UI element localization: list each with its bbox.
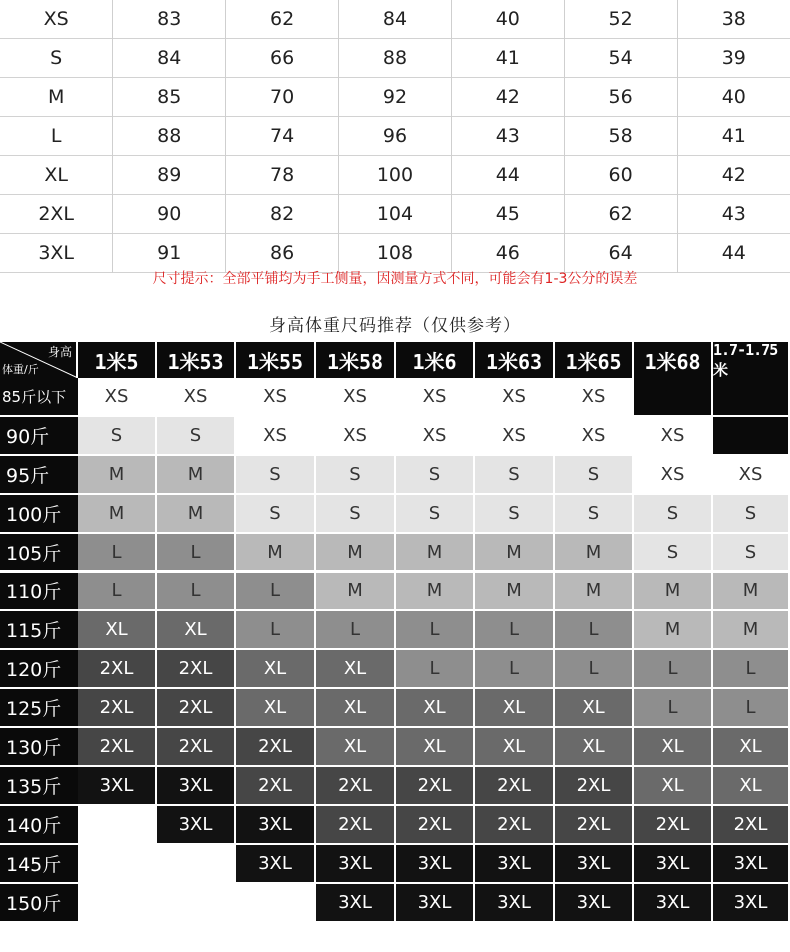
size-cell: S bbox=[78, 417, 157, 456]
size-cell: 2XL bbox=[78, 650, 157, 689]
size-table-row bbox=[0, 156, 790, 195]
size-cell: M bbox=[475, 573, 555, 612]
size-cell: 3XL bbox=[316, 845, 396, 884]
size-cell: L bbox=[236, 611, 316, 650]
size-cell: L bbox=[316, 611, 396, 650]
size-cell: 3XL bbox=[713, 884, 790, 923]
size-cell: L bbox=[157, 573, 236, 612]
size-cell bbox=[713, 417, 790, 456]
size-value-cell: 86 bbox=[226, 234, 339, 273]
size-cell: XL bbox=[157, 611, 236, 650]
size-cell: S bbox=[713, 495, 790, 534]
size-cell: 3XL bbox=[475, 884, 555, 923]
size-cell: XL bbox=[713, 728, 790, 767]
size-cell: XL bbox=[316, 728, 396, 767]
size-cell: 3XL bbox=[713, 845, 790, 884]
size-cell: 3XL bbox=[157, 767, 236, 806]
height-header-8: 1.7-1.75米 bbox=[713, 342, 790, 378]
size-cell: M bbox=[316, 534, 396, 573]
size-cell: L bbox=[236, 573, 316, 612]
size-cell: L bbox=[475, 611, 555, 650]
weight-label-9: 130斤 bbox=[0, 728, 78, 767]
size-cell: S bbox=[236, 456, 316, 495]
weight-label-11: 140斤 bbox=[0, 806, 78, 845]
size-cell: XS bbox=[713, 456, 790, 495]
size-cell: XS bbox=[396, 417, 475, 456]
size-value-cell: 56 bbox=[564, 78, 677, 117]
size-cell: M bbox=[634, 573, 713, 612]
size-recommendation-grid bbox=[0, 342, 790, 932]
size-cell: L bbox=[475, 650, 555, 689]
size-value-cell: 38 bbox=[677, 0, 790, 39]
size-cell: XL bbox=[555, 728, 634, 767]
size-table-row bbox=[0, 195, 790, 234]
size-cell: 2XL bbox=[475, 767, 555, 806]
size-cell bbox=[78, 845, 157, 884]
corner-height-label: 身高 bbox=[47, 345, 72, 359]
size-label-cell: XL bbox=[44, 164, 68, 186]
size-cell: M bbox=[713, 611, 790, 650]
size-value-cell: 44 bbox=[677, 234, 790, 273]
size-cell: 2XL bbox=[396, 767, 475, 806]
size-cell: S bbox=[555, 456, 634, 495]
size-cell: XS bbox=[555, 417, 634, 456]
weight-label-0: 85斤以下 bbox=[0, 378, 78, 417]
size-label-cell: L bbox=[50, 125, 62, 147]
size-cell: S bbox=[634, 495, 713, 534]
size-cell: 3XL bbox=[634, 884, 713, 923]
size-cell: 3XL bbox=[555, 845, 634, 884]
size-value-cell: 90 bbox=[113, 195, 226, 234]
size-cell: M bbox=[78, 495, 157, 534]
weight-label-6: 115斤 bbox=[0, 611, 78, 650]
size-cell: XS bbox=[236, 417, 316, 456]
corner-weight-label: 体重/斤 bbox=[2, 363, 39, 376]
weight-label-2: 95斤 bbox=[0, 456, 78, 495]
size-label-cell: S bbox=[50, 47, 63, 69]
size-value-cell: 40 bbox=[451, 0, 564, 39]
size-cell: 3XL bbox=[475, 845, 555, 884]
weight-label-8: 125斤 bbox=[0, 689, 78, 728]
size-value-cell: 100 bbox=[339, 156, 452, 195]
height-header-3: 1米58 bbox=[316, 342, 396, 378]
size-cell: XS bbox=[157, 378, 236, 417]
size-cell: 2XL bbox=[78, 689, 157, 728]
size-cell bbox=[78, 884, 157, 923]
size-cell: M bbox=[157, 456, 236, 495]
size-cell: XL bbox=[475, 728, 555, 767]
size-cell: XL bbox=[396, 728, 475, 767]
height-header-0: 1米5 bbox=[78, 342, 157, 378]
size-cell: L bbox=[555, 650, 634, 689]
size-cell: S bbox=[634, 534, 713, 573]
size-cell bbox=[713, 378, 790, 417]
size-label-cell: M bbox=[47, 86, 65, 108]
size-cell: 2XL bbox=[634, 806, 713, 845]
height-header-4: 1米6 bbox=[396, 342, 475, 378]
size-cell: S bbox=[157, 417, 236, 456]
size-value-cell: 40 bbox=[677, 78, 790, 117]
size-cell: 2XL bbox=[555, 806, 634, 845]
size-cell: 3XL bbox=[396, 845, 475, 884]
size-value-cell: 62 bbox=[226, 0, 339, 39]
size-value-cell: 104 bbox=[339, 195, 452, 234]
size-cell: 2XL bbox=[475, 806, 555, 845]
size-cell: M bbox=[236, 534, 316, 573]
size-value-cell: 60 bbox=[564, 156, 677, 195]
size-cell: 2XL bbox=[78, 728, 157, 767]
size-table-row bbox=[0, 234, 790, 273]
size-cell: XS bbox=[475, 378, 555, 417]
size-cell: M bbox=[475, 534, 555, 573]
size-cell: M bbox=[157, 495, 236, 534]
size-cell: S bbox=[316, 456, 396, 495]
size-value-cell: 74 bbox=[226, 117, 339, 156]
size-value-cell: 88 bbox=[113, 117, 226, 156]
size-value-cell: 58 bbox=[564, 117, 677, 156]
size-cell: M bbox=[555, 534, 634, 573]
size-cell: XL bbox=[236, 650, 316, 689]
size-value-cell: 39 bbox=[677, 39, 790, 78]
size-label-cell: 2XL bbox=[38, 203, 75, 225]
size-table-row bbox=[0, 39, 790, 78]
size-cell: 2XL bbox=[236, 767, 316, 806]
size-cell: XL bbox=[634, 767, 713, 806]
size-cell: M bbox=[634, 611, 713, 650]
size-cell: 2XL bbox=[555, 767, 634, 806]
size-cell: XS bbox=[316, 378, 396, 417]
size-cell: 3XL bbox=[236, 806, 316, 845]
weight-label-12: 145斤 bbox=[0, 845, 78, 884]
size-cell: L bbox=[713, 689, 790, 728]
measurement-note: 尺寸提示：全部平铺均为手工侧量，因测量方式不同，可能会有1-3公分的误差 bbox=[152, 271, 638, 287]
size-table bbox=[0, 0, 790, 273]
size-value-cell: 43 bbox=[451, 117, 564, 156]
size-cell: 3XL bbox=[634, 845, 713, 884]
size-table-row bbox=[0, 0, 790, 39]
size-cell: XS bbox=[78, 378, 157, 417]
weight-label-3: 100斤 bbox=[0, 495, 78, 534]
size-value-cell: 89 bbox=[113, 156, 226, 195]
size-cell: XS bbox=[316, 417, 396, 456]
size-cell: L bbox=[555, 611, 634, 650]
size-value-cell: 46 bbox=[451, 234, 564, 273]
height-header-7: 1米68 bbox=[634, 342, 713, 378]
size-cell: S bbox=[236, 495, 316, 534]
weight-label-13: 150斤 bbox=[0, 884, 78, 923]
size-cell: S bbox=[555, 495, 634, 534]
size-cell: XL bbox=[316, 689, 396, 728]
size-label-cell: XS bbox=[43, 8, 69, 30]
size-cell: XL bbox=[316, 650, 396, 689]
size-cell: XL bbox=[713, 767, 790, 806]
size-cell bbox=[78, 806, 157, 845]
size-table-row bbox=[0, 78, 790, 117]
size-value-cell: 85 bbox=[113, 78, 226, 117]
size-value-cell: 54 bbox=[564, 39, 677, 78]
size-value-cell: 42 bbox=[451, 78, 564, 117]
size-value-cell: 88 bbox=[339, 39, 452, 78]
size-cell: L bbox=[78, 573, 157, 612]
size-cell: 2XL bbox=[157, 689, 236, 728]
size-table-row bbox=[0, 117, 790, 156]
size-cell: S bbox=[396, 456, 475, 495]
size-cell: 3XL bbox=[555, 884, 634, 923]
size-cell: S bbox=[475, 495, 555, 534]
size-cell: XS bbox=[634, 417, 713, 456]
size-cell: S bbox=[475, 456, 555, 495]
size-cell: XS bbox=[236, 378, 316, 417]
size-cell: 2XL bbox=[713, 806, 790, 845]
size-value-cell: 96 bbox=[339, 117, 452, 156]
size-cell: M bbox=[396, 534, 475, 573]
size-cell: L bbox=[634, 650, 713, 689]
size-cell: 2XL bbox=[236, 728, 316, 767]
size-cell: L bbox=[713, 650, 790, 689]
weight-label-1: 90斤 bbox=[0, 417, 78, 456]
size-cell bbox=[157, 884, 236, 923]
size-cell: M bbox=[713, 573, 790, 612]
size-cell: M bbox=[316, 573, 396, 612]
size-value-cell: 78 bbox=[226, 156, 339, 195]
size-value-cell: 42 bbox=[677, 156, 790, 195]
size-cell bbox=[236, 884, 316, 923]
size-cell: 3XL bbox=[78, 767, 157, 806]
size-value-cell: 92 bbox=[339, 78, 452, 117]
size-value-cell: 64 bbox=[564, 234, 677, 273]
size-value-cell: 45 bbox=[451, 195, 564, 234]
size-cell: XS bbox=[634, 456, 713, 495]
size-cell: 3XL bbox=[236, 845, 316, 884]
size-cell: S bbox=[713, 534, 790, 573]
size-cell: 3XL bbox=[396, 884, 475, 923]
size-cell: 2XL bbox=[316, 767, 396, 806]
size-cell: 2XL bbox=[316, 806, 396, 845]
height-header-2: 1米55 bbox=[236, 342, 316, 378]
size-cell: M bbox=[396, 573, 475, 612]
size-cell: S bbox=[316, 495, 396, 534]
size-value-cell: 52 bbox=[564, 0, 677, 39]
weight-label-5: 110斤 bbox=[0, 573, 78, 612]
size-cell: 2XL bbox=[157, 728, 236, 767]
size-value-cell: 62 bbox=[564, 195, 677, 234]
size-cell: 2XL bbox=[157, 650, 236, 689]
size-cell: L bbox=[396, 650, 475, 689]
height-header-6: 1米65 bbox=[555, 342, 634, 378]
size-cell: L bbox=[78, 534, 157, 573]
size-cell: XL bbox=[634, 728, 713, 767]
size-label-cell: 3XL bbox=[38, 242, 75, 264]
size-cell: L bbox=[396, 611, 475, 650]
size-value-cell: 44 bbox=[451, 156, 564, 195]
size-cell: L bbox=[157, 534, 236, 573]
size-cell: 3XL bbox=[157, 806, 236, 845]
size-cell: XL bbox=[78, 611, 157, 650]
size-value-cell: 70 bbox=[226, 78, 339, 117]
size-cell: XL bbox=[396, 689, 475, 728]
size-cell: XL bbox=[555, 689, 634, 728]
size-value-cell: 84 bbox=[113, 39, 226, 78]
size-value-cell: 41 bbox=[451, 39, 564, 78]
height-header-1: 1米53 bbox=[157, 342, 236, 378]
size-cell: 3XL bbox=[316, 884, 396, 923]
recommendation-title: 身高体重尺码推荐（仅供参考） bbox=[269, 316, 521, 336]
size-cell: S bbox=[396, 495, 475, 534]
size-value-cell: 108 bbox=[339, 234, 452, 273]
size-cell: XS bbox=[555, 378, 634, 417]
size-cell: L bbox=[634, 689, 713, 728]
size-value-cell: 84 bbox=[339, 0, 452, 39]
size-value-cell: 43 bbox=[677, 195, 790, 234]
size-value-cell: 82 bbox=[226, 195, 339, 234]
height-header-5: 1米63 bbox=[475, 342, 555, 378]
weight-label-4: 105斤 bbox=[0, 534, 78, 573]
weight-label-7: 120斤 bbox=[0, 650, 78, 689]
size-cell: 2XL bbox=[396, 806, 475, 845]
size-cell bbox=[157, 845, 236, 884]
size-value-cell: 91 bbox=[113, 234, 226, 273]
size-value-cell: 66 bbox=[226, 39, 339, 78]
size-value-cell: 83 bbox=[113, 0, 226, 39]
size-cell: M bbox=[78, 456, 157, 495]
size-cell: XS bbox=[475, 417, 555, 456]
size-cell bbox=[634, 378, 713, 417]
grid-corner bbox=[0, 342, 78, 378]
size-value-cell: 41 bbox=[677, 117, 790, 156]
size-cell: XL bbox=[475, 689, 555, 728]
size-cell: M bbox=[555, 573, 634, 612]
weight-label-10: 135斤 bbox=[0, 767, 78, 806]
size-cell: XL bbox=[236, 689, 316, 728]
size-cell: XS bbox=[396, 378, 475, 417]
